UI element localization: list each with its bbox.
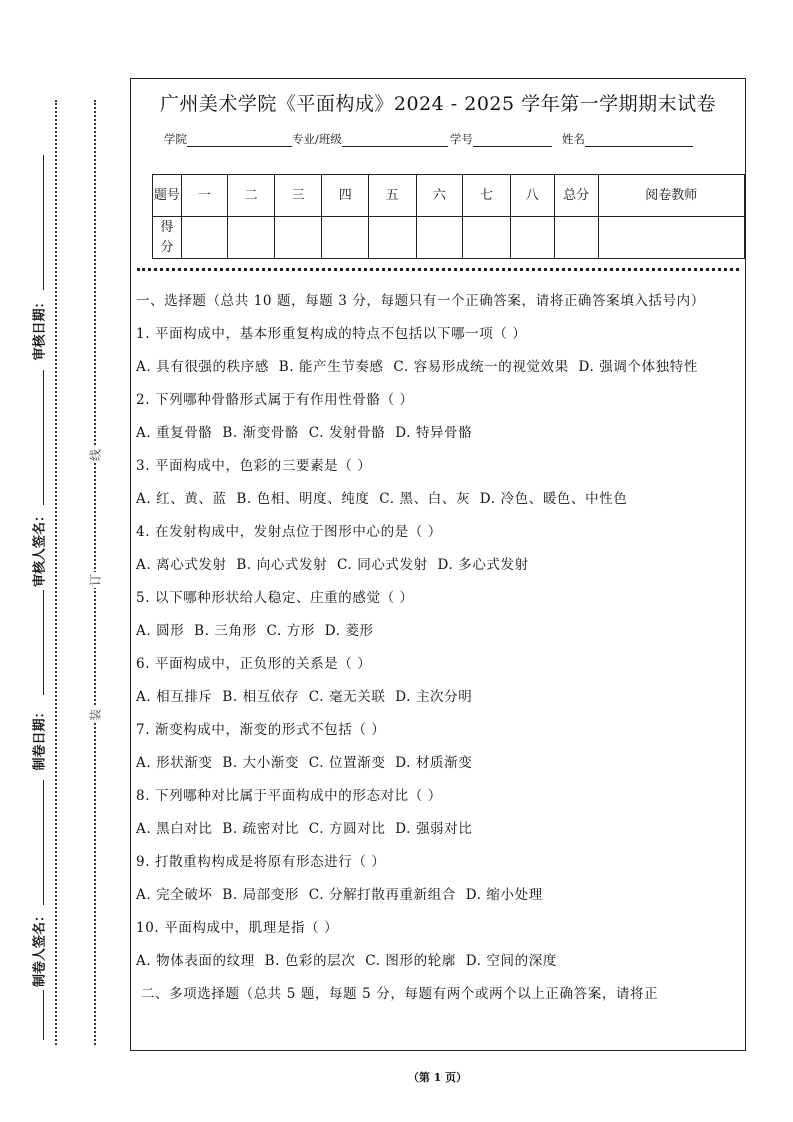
question-options: A. 具有很强的秩序感 B. 能产生节奏感 C. 容易形成统一的视觉效果 D. 强调个体独特性 bbox=[136, 359, 698, 375]
question-text: 5. 以下哪种形状给人稳定、庄重的感觉（ ） bbox=[136, 590, 414, 606]
column-header: 二 bbox=[228, 175, 275, 217]
signature-line bbox=[43, 370, 44, 505]
question-options: A. 离心式发射 B. 向心式发射 C. 同心式发射 D. 多心式发射 bbox=[136, 557, 529, 573]
column-header: 三 bbox=[274, 175, 322, 217]
score-cell[interactable] bbox=[598, 217, 744, 259]
college-label: 学院 bbox=[164, 132, 187, 146]
score-row-label: 得分 bbox=[153, 217, 182, 259]
major-field[interactable] bbox=[342, 134, 448, 147]
column-header: 八 bbox=[510, 175, 554, 217]
column-header: 一 bbox=[181, 175, 228, 217]
question-options: A. 完全破坏 B. 局部变形 C. 分解打散再重新组合 D. 缩小处理 bbox=[136, 887, 543, 903]
score-cell[interactable] bbox=[274, 217, 322, 259]
column-header: 总分 bbox=[554, 175, 598, 217]
question-text: 2. 下列哪种骨骼形式属于有作用性骨骼（ ） bbox=[136, 392, 414, 408]
separator bbox=[137, 268, 739, 271]
column-header: 五 bbox=[369, 175, 417, 217]
question-text: 9. 打散重构构成是将原有形态进行（ ） bbox=[136, 854, 386, 870]
question-options: A. 物体表面的纹理 B. 色彩的层次 C. 图形的轮廓 D. 空间的深度 bbox=[136, 953, 557, 969]
question-options: A. 相互排斥 B. 相互依存 C. 毫无关联 D. 主次分明 bbox=[136, 689, 473, 705]
student-info bbox=[164, 131, 693, 147]
section2-heading: 二、多项选择题（总共 5 题，每题 5 分，每题有两个或两个以上正确答案，请将正 bbox=[136, 986, 659, 1002]
score-cell[interactable] bbox=[228, 217, 275, 259]
question-options: A. 圆形 B. 三角形 C. 方形 D. 菱形 bbox=[136, 623, 374, 639]
question-options: A. 形状渐变 B. 大小渐变 C. 位置渐变 D. 材质渐变 bbox=[136, 755, 473, 771]
author-signature-label: 制卷人签名： bbox=[32, 908, 48, 988]
signature-line bbox=[43, 155, 44, 290]
question-text: 7. 渐变构成中，渐变的形式不包括（ ） bbox=[136, 722, 386, 738]
question-options: A. 重复骨骼 B. 渐变骨骼 C. 发射骨骼 D. 特异骨骼 bbox=[136, 425, 473, 441]
question-text: 4. 在发射构成中，发射点位于图形中心的是（ ） bbox=[136, 524, 442, 540]
binding-mark: 订 bbox=[88, 573, 103, 587]
name-label: 姓名 bbox=[561, 132, 585, 146]
margin-dotted-line bbox=[55, 100, 57, 1045]
signature-line bbox=[43, 780, 44, 905]
question-number-header: 题号 bbox=[153, 175, 182, 217]
exam-frame bbox=[130, 78, 746, 1051]
question-text: 6. 平面构成中，正负形的关系是（ ） bbox=[136, 656, 372, 672]
question-text: 1. 平面构成中，基本形重复构成的特点不包括以下哪一项（ ） bbox=[136, 326, 527, 342]
reviewer-signature-label: 审核人签名： bbox=[32, 508, 48, 588]
exam-content bbox=[136, 291, 741, 1017]
paper-date-label: 制卷日期： bbox=[32, 705, 48, 771]
binding-mark: 装 bbox=[88, 708, 103, 722]
question-options: A. 黑白对比 B. 疏密对比 C. 方圆对比 D. 强弱对比 bbox=[136, 821, 473, 837]
question-text: 8. 下列哪种对比属于平面构成中的形态对比（ ） bbox=[136, 788, 442, 804]
exam-title: 广州美术学院《平面构成》2024 - 2025 学年第一学期期末试卷 bbox=[159, 93, 717, 115]
college-field[interactable] bbox=[187, 134, 292, 147]
column-header: 四 bbox=[322, 175, 369, 217]
score-cell[interactable] bbox=[369, 217, 417, 259]
score-cell[interactable] bbox=[416, 217, 463, 259]
major-label: 专业/班级 bbox=[292, 132, 342, 146]
review-date-label: 审核日期： bbox=[32, 295, 48, 361]
signature-line bbox=[43, 990, 44, 1040]
question-text: 3. 平面构成中，色彩的三要素是（ ） bbox=[136, 458, 372, 474]
section1-heading: 一、选择题（总共 10 题，每题 3 分，每题只有一个正确答案，请将正确答案填入括号内） bbox=[136, 293, 705, 309]
score-cell[interactable] bbox=[510, 217, 554, 259]
question-options: A. 红、黄、蓝 B. 色相、明度、纯度 C. 黑、白、灰 D. 冷色、暖色、中性色 bbox=[136, 491, 628, 507]
column-header: 六 bbox=[416, 175, 463, 217]
student-id-label: 学号 bbox=[449, 132, 473, 146]
student-id-field[interactable] bbox=[473, 134, 552, 147]
question-text: 10. 平面构成中，肌理是指（ ） bbox=[136, 920, 339, 936]
score-cell[interactable] bbox=[554, 217, 598, 259]
signature-line bbox=[43, 590, 44, 695]
score-cell[interactable] bbox=[181, 217, 228, 259]
column-header: 七 bbox=[463, 175, 511, 217]
name-field[interactable] bbox=[585, 134, 693, 147]
score-table bbox=[152, 174, 745, 259]
score-cell[interactable] bbox=[322, 217, 369, 259]
binding-mark: 线 bbox=[88, 448, 103, 462]
reviewer-header: 阅卷教师 bbox=[598, 175, 744, 217]
page-number: （第 1 页） bbox=[407, 1071, 468, 1084]
score-cell[interactable] bbox=[463, 217, 511, 259]
